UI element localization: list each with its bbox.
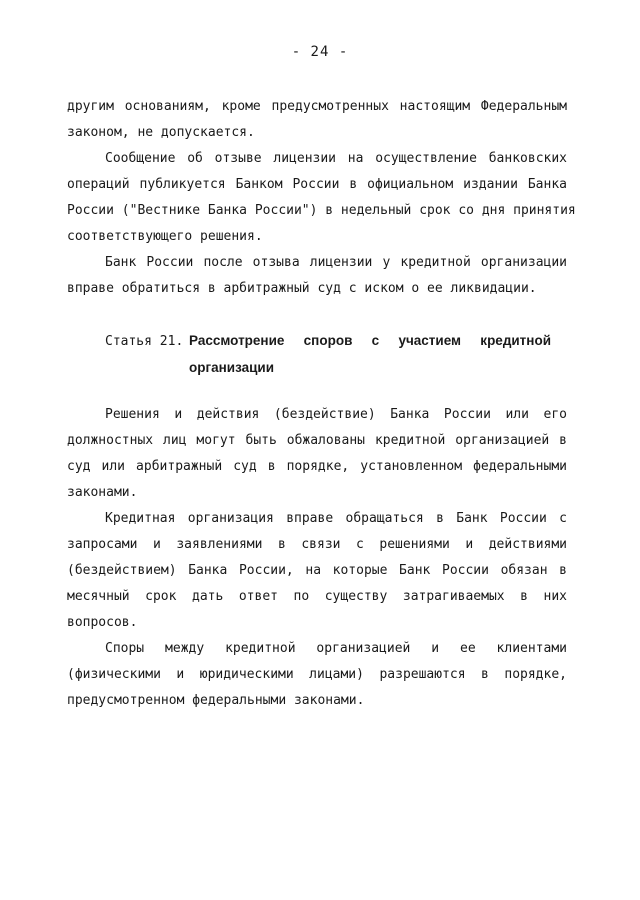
paragraph [67, 250, 567, 302]
text-line: Банк России после отзыва лицензии у кредитной организации [105, 255, 567, 270]
text-line: (физическими и юридическими лицами) разрешаются в порядке, [67, 667, 567, 682]
text-line: (бездействием) Банка России, на которые Банк России обязан в [67, 563, 567, 578]
text-line: суд или арбитражный суд в порядке, установленном федеральными [67, 459, 567, 474]
article-heading [105, 328, 565, 381]
text-line: Споры между кредитной организацией и ее клиентами [105, 641, 567, 656]
paragraph [67, 94, 567, 146]
article-label: Статья 21. [105, 334, 184, 349]
text-line: России ("Вестнике Банка России") в недельный срок со дня принятия [67, 203, 576, 218]
article-title-continuation: организации [189, 360, 275, 375]
article-title: Рассмотрение споров с участием кредитной [189, 333, 551, 348]
paragraph [67, 402, 567, 506]
text-line: Сообщение об отзыве лицензии на осуществление банковских [105, 151, 567, 166]
text-line: операций публикуется Банком России в официальном издании Банка [67, 177, 567, 192]
text-line: запросами и заявлениями в связи с решениями и действиями [67, 537, 567, 552]
paragraph [67, 636, 567, 714]
text-line: законом, не допускается. [67, 125, 255, 140]
text-line: соответствующего решения. [67, 229, 263, 244]
text-block-intro [67, 94, 576, 302]
text-line: Решения и действия (бездействие) Банка России или его [105, 407, 567, 422]
text-block-article-21 [67, 402, 567, 714]
paragraph [67, 506, 567, 636]
text-line: законами. [67, 485, 138, 500]
text-line: предусмотренном федеральными законами. [67, 693, 365, 708]
text-line: месячный срок дать ответ по существу затрагиваемых в них [67, 589, 567, 604]
text-line: вправе обратиться в арбитражный суд с иском о ее ликвидации. [67, 281, 537, 296]
text-line: Кредитная организация вправе обращаться в Банк России с [105, 511, 567, 526]
text-line: другим основаниям, кроме предусмотренных настоящим Федеральным [67, 99, 567, 114]
page-number: - 24 - [291, 44, 349, 60]
paragraph [67, 146, 576, 250]
text-line: должностных лиц могут быть обжалованы кредитной организацией в [67, 433, 567, 448]
text-line: вопросов. [67, 615, 138, 630]
